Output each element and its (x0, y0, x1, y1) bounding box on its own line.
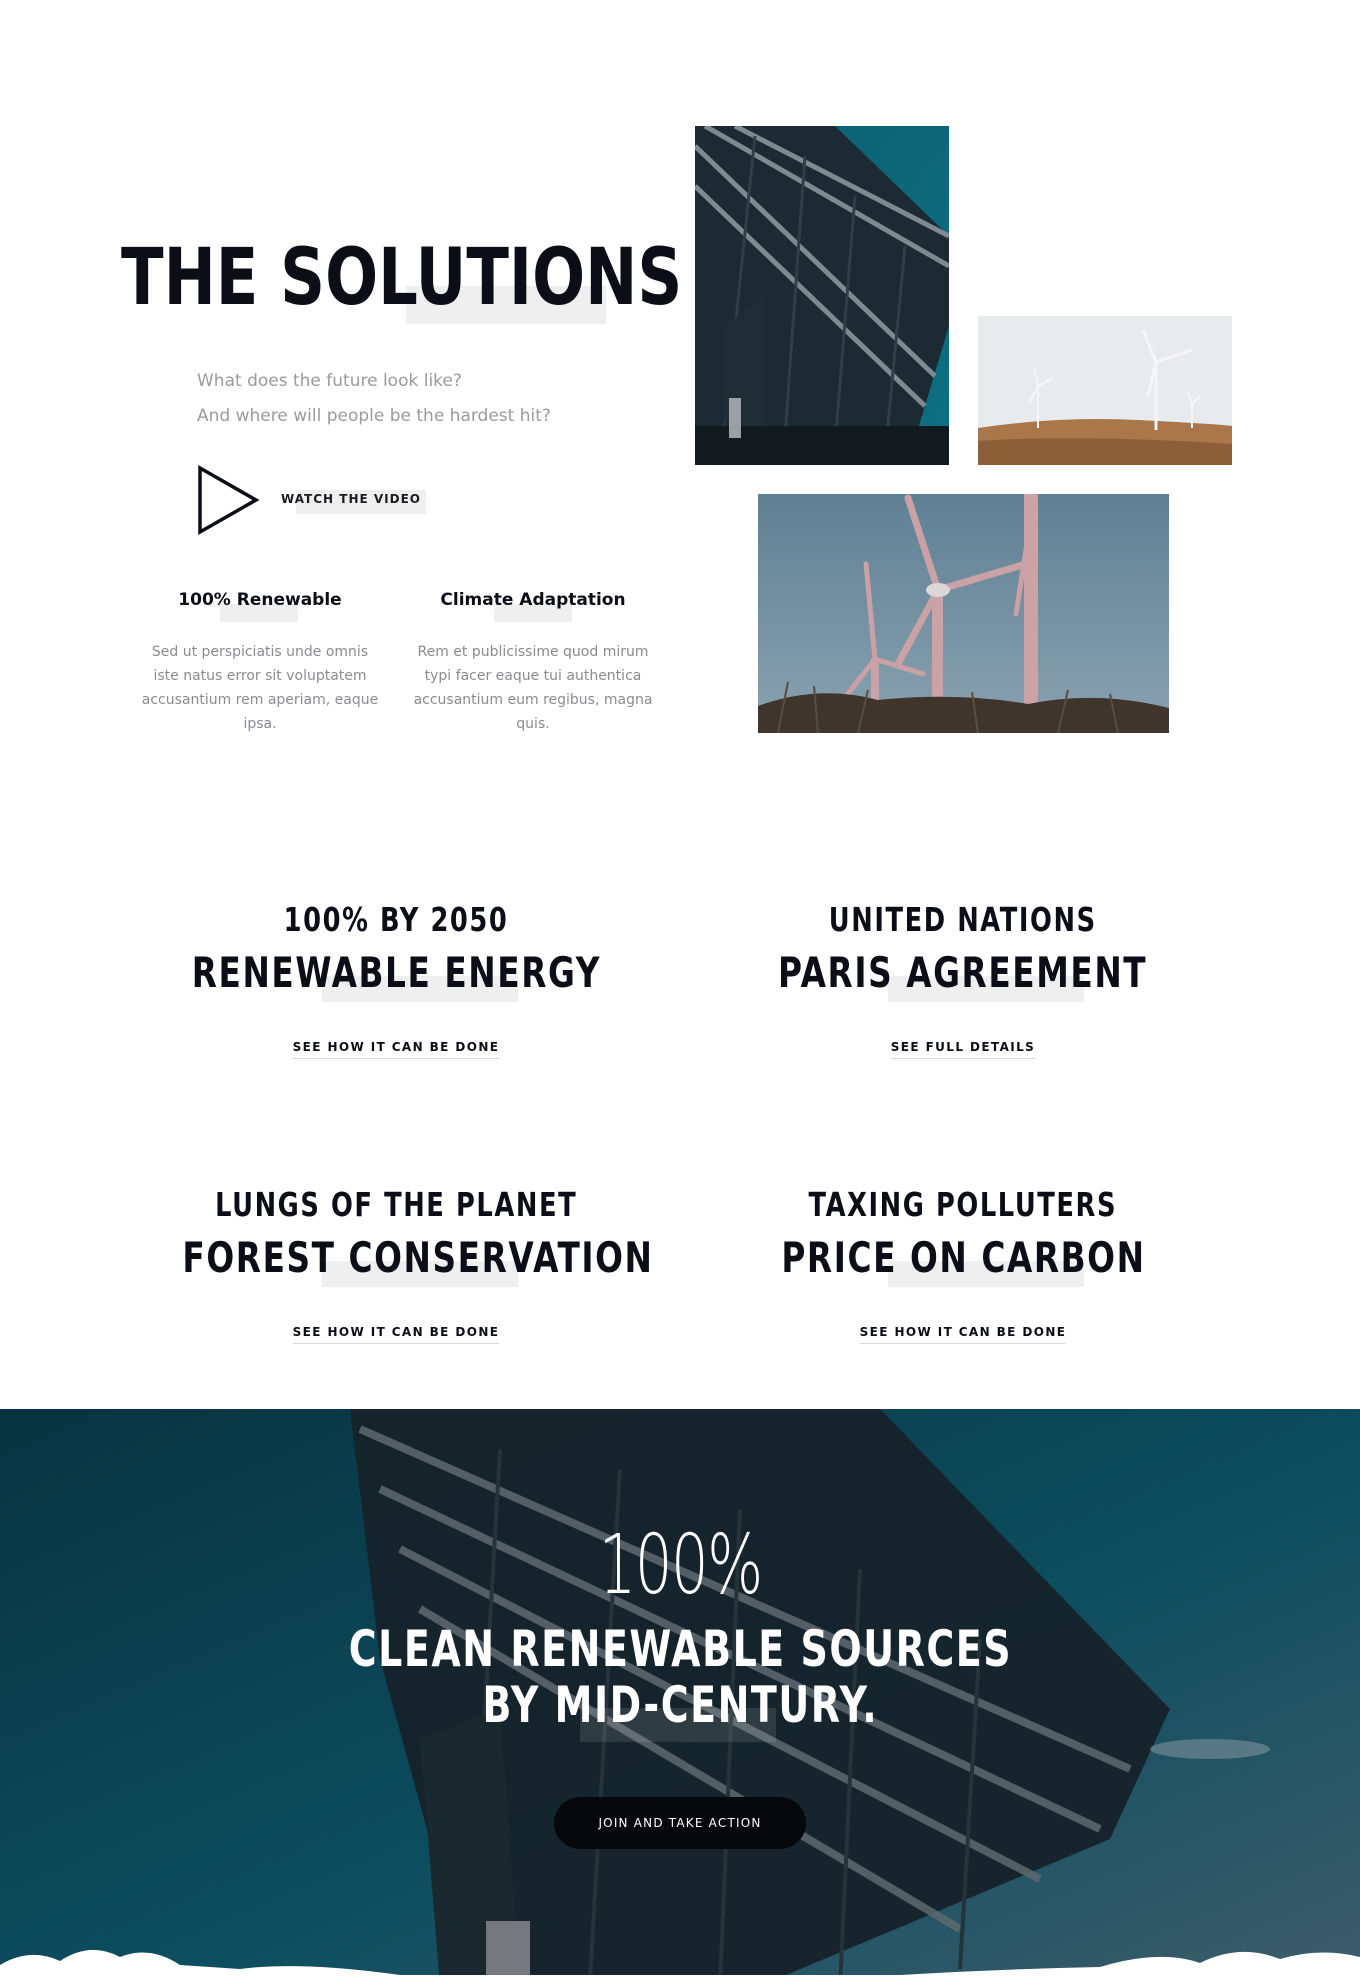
hero-question-1: What does the future look like? (197, 371, 462, 391)
watch-video-link[interactable]: WATCH THE VIDEO (281, 492, 421, 506)
join-action-button[interactable]: JOIN AND TAKE ACTION (554, 1797, 806, 1849)
wind-turbines-image (758, 494, 1169, 733)
wind-field-image (978, 316, 1232, 465)
card-2-title: PARIS AGREEMENT (778, 948, 1148, 997)
card-1-link[interactable]: SEE HOW IT CAN BE DONE (116, 1040, 676, 1059)
card-2-eyebrow: UNITED NATIONS (829, 900, 1097, 939)
card-4-link[interactable]: SEE HOW IT CAN BE DONE (683, 1325, 1243, 1344)
card-1-title: RENEWABLE ENERGY (191, 948, 601, 997)
feature-title-renewable: 100% Renewable (178, 590, 342, 610)
banner-line-2: BY MID-CENTURY. (482, 1676, 878, 1734)
feature-text-renewable: Sed ut perspiciatis unde omnis iste natus error sit voluptatem accusantium rem aperiam, eaque ipsa. (141, 644, 379, 732)
card-3-title: FOREST CONSERVATION (182, 1233, 654, 1282)
feature-text-adaptation: Rem et publicissime quod mirum typi facer eaque tui authentica accusantium eum regibus, magna quis. (413, 644, 653, 732)
card-3-link[interactable]: SEE HOW IT CAN BE DONE (116, 1325, 676, 1344)
card-2-link[interactable]: SEE FULL DETAILS (683, 1040, 1243, 1059)
solar-panel-image (695, 126, 949, 465)
hero-question-2: And where will people be the hardest hit? (197, 406, 551, 426)
feature-title-adaptation: Climate Adaptation (440, 590, 626, 610)
page-title: THE SOLUTIONS (121, 233, 683, 323)
play-icon[interactable] (196, 464, 260, 536)
banner-line-1: CLEAN RENEWABLE SOURCES (348, 1620, 1012, 1678)
banner-number: 100% (598, 1518, 762, 1613)
card-1-eyebrow: 100% BY 2050 (283, 900, 509, 939)
card-3-eyebrow: LUNGS OF THE PLANET (214, 1185, 578, 1224)
card-4-eyebrow: TAXING POLLUTERS (808, 1185, 1118, 1224)
card-4-title: PRICE ON CARBON (780, 1233, 1146, 1282)
